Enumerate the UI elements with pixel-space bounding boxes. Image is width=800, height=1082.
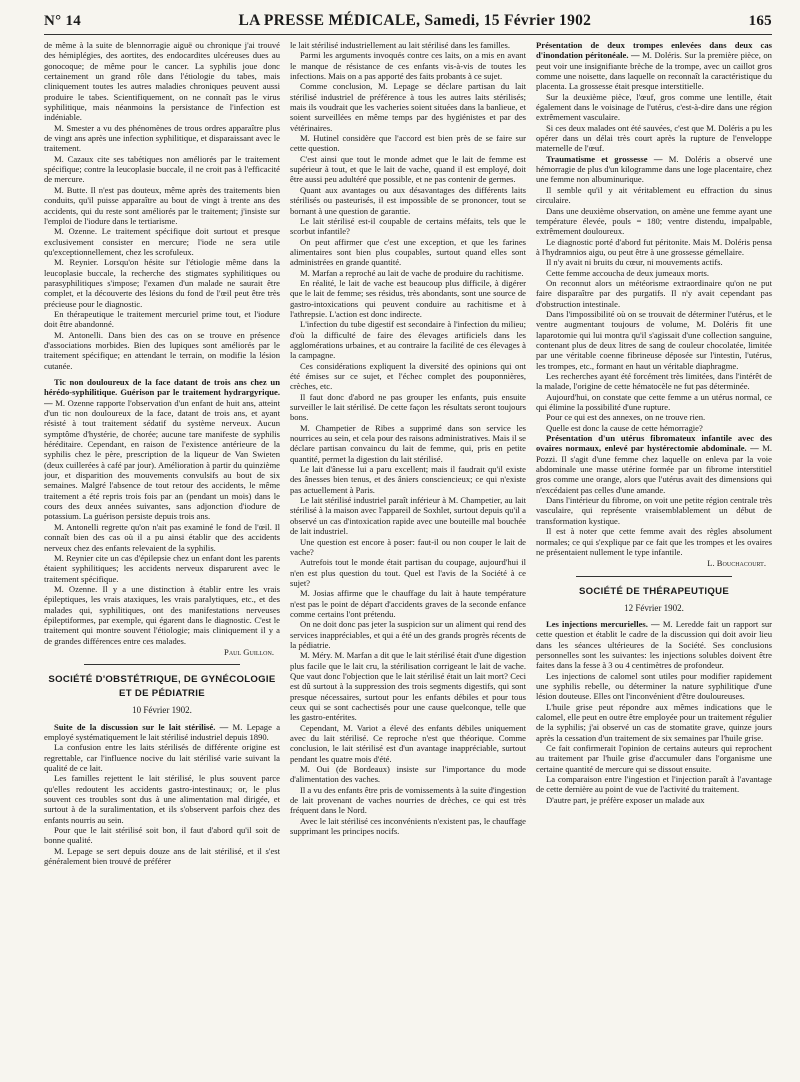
- paragraph-heading: Les injections mercurielles. —: [546, 618, 660, 629]
- section-divider: [84, 664, 240, 665]
- paragraph: Pour ce qui est des annexes, on ne trouve rien.: [546, 412, 706, 423]
- paragraph: Dans une deuxième observation, on amène une femme ayant une température élevée, pouls = 180; ventre distendu, impalpable, extrêmement douloureux.: [536, 205, 772, 237]
- paragraph: M. Ozenne. Il y a une distinction à établir entre les vrais épileptiques, les vrais ataxiques, les vrais paralytiques, etc., et des malades qui, syphilitiques, ont des manifestations nerveuses épileptiformes, par exemple, qui égarent dans le diagnostic. C'est le traitement qui montre souvent l'étiologie; mais cliniquement il y a de grandes différences entre ces malades.: [44, 583, 280, 646]
- paragraph: Le lait stérilisé est-il coupable de certains méfaits, tels que le scorbut infantile?: [290, 215, 526, 237]
- paragraph: Les recherches ayant été forcément très limitées, dans l'intérêt de la malade, l'origine de cette hématocèle ne fut pas déterminée.: [536, 371, 772, 392]
- section-date: 10 Février 1902.: [132, 705, 192, 716]
- paragraph: On ne doit donc pas jeter la suspicion sur un aliment qui rend des services inappréciables, et qui a été un des grands progrès récents de la pédiatrie.: [290, 619, 526, 650]
- paragraph: M. Butte. Il n'est pas douteux, même après des traitements bien conduits, qu'il puisse apparaître au bout de vingt à trente ans des accidents, qui du reste sont améliorés par le traitement; j'insiste sur l'emploi de l'iodure dans le tertiarisme.: [44, 184, 280, 226]
- paragraph: Il a vu des enfants être pris de vomissements à la suite d'ingestion de lait provenant de vaches nourries de drèches, ce qui est très fréquent dans le Nord.: [290, 784, 526, 816]
- paragraph: Sur la deuxième pièce, l'œuf, gros comme une lentille, était également dans le voisinage de l'utérus, c'est-à-dire dans une région extrêmement vasculaire.: [536, 91, 772, 123]
- paragraph: Si ces deux malades ont été sauvées, c'est que M. Doléris a pu les opérer dans un délai très court après la rupture de l'enveloppe maternelle de l'œuf.: [536, 122, 772, 154]
- paragraph: M. Marfan a reproché au lait de vache de produire du rachitisme.: [300, 267, 524, 278]
- column-right: [536, 40, 772, 1080]
- paragraph: L'infection du tube digestif est secondaire à l'infection du milieu; d'où la difficulté de faire des élevages artificiels dans les agglomérations urbaines, et au contraire la facilité de ces élevages à la campagne.: [290, 319, 526, 361]
- paragraph: On peut affirmer que c'est une exception, et que les farines alimentaires sont bien plus coupables, surtout quand elles sont administrées en grande quantité.: [290, 236, 526, 268]
- paragraph: M. Oui (de Bordeaux) insiste sur l'importance du mode d'alimentation des vaches.: [290, 764, 526, 785]
- paragraph: [536, 154, 772, 185]
- page-header: [44, 12, 772, 35]
- paragraph: Ces considérations expliquent la diversité des opinions qui ont été émises sur ce sujet, et l'échec complet des pouponnières, crèches, etc.: [290, 360, 526, 392]
- paragraph: Quelle est donc la cause de cette hémorragie?: [546, 422, 703, 433]
- section-title: SOCIÉTÉ D'OBSTÉTRIQUE, DE GYNÉCOLOGIE ET DE PÉDIATRIE: [48, 674, 276, 700]
- paragraph-heading: Présentation de deux trompes enlevées dans deux cas d'inondation péritonéale. —: [536, 40, 772, 61]
- journal-title: LA PRESSE MÉDICALE, Samedi, 15 Février 1902: [238, 12, 592, 29]
- paragraph: En réalité, le lait de vache est beaucoup plus difficile, à digérer que le lait de femme; ses résidus, très abondants, sont une source de gastro-intoxications qui peuvent conduire au rachitisme et à l'athrepsie. L'action est donc indirecte.: [290, 277, 526, 319]
- section-title: SOCIÉTÉ DE THÉRAPEUTIQUE: [578, 585, 730, 597]
- paragraph: [536, 619, 772, 671]
- paragraph: M. Méry. M. Marfan a dit que le lait stérilisé était d'une digestion plus facile que le lait cru, la stérilisation corrigeant le lait de vache. Que vaut donc l'objection que le lait stérilisé était un lait mort? Ceci est dû surtout à la suppression des trois segments digestifs, qui sont presque nécessaires, surtout pour les enfants débiles et pour tous ceux qui se sont cachectisés pour une cause quelconque, telle que les gastro-entérites.: [290, 650, 526, 723]
- paragraph: Autrefois tout le monde était partisan du coupage, aujourd'hui il n'en est plus question du tout. Quel est l'avis de la Société à ce sujet?: [290, 557, 526, 588]
- paragraph: Dans l'impossibilité où on se trouvait de déterminer l'utérus, et le ventre augmentant toujours de volume, M. Doléris fit une laparotomie qui lui montra qu'il s'agissait d'une collection sanguine, contenant plus de deux litres de sang de couleur chocolatée, limitée par une véritable coenne fibrineuse déposée sur l'intestin, l'utérus, les trompes, etc., formant en haut un véritable diaphragme.: [536, 308, 772, 371]
- paragraph: Parmi les arguments invoqués contre ces laits, on a mis en avant le manque de résistance de ces enfants vis-à-vis de toutes les infections. Mais on a pas apporté des faits probants à ce sujet.: [290, 50, 526, 82]
- paragraph: Dans l'intérieur du fibrome, on voit une petite région centrale très vasculaire, qui représente vraisemblablement un début de transformation kystique.: [536, 495, 772, 526]
- column-left: [44, 40, 280, 1080]
- paragraph: Les injections de calomel sont utiles pour modifier rapidement une syphilis rebelle, ou déterminer la nature syphilitique d'une lésion douteuse. Elles ont l'inconvénient d'être douloureuses.: [536, 670, 772, 702]
- paragraph: de même à la suite de blennorragie aiguë ou chronique j'ai trouvé des hémiplégies, des aortites, des endocardites ulcéreuses dues au gonocoque; de même pour le cancer. La syphilis joue donc certainement un grand rôle dans l'étiologie du tabes, mais cliniquement toutes les autres maladies chroniques peuvent aussi produire le tabes. Scientifiquement, on ne connaît pas le virus syphilitique, mais néanmoins la persistance de l'infection est indéniable.: [44, 40, 280, 123]
- paragraph-heading: Tic non douloureux de la face datant de trois ans chez un hérédo-syphilitique. Guérison par le traitement hydrargyrique. —: [44, 377, 280, 408]
- paragraph-body: M. Lepage a employé systématiquement le lait stérilisé industriel depuis 1890.: [44, 721, 280, 742]
- paragraph: Il n'y avait ni bruits du cœur, ni mouvements actifs.: [546, 257, 723, 268]
- paragraph: [536, 433, 772, 495]
- paragraph: Il semble qu'il y ait véritablement eu effraction du sinus circulaire.: [536, 184, 772, 206]
- paragraph: La confusion entre les laits stérilisés de différente origine est regrettable, car l'influence nocive du lait stérilisé varie suivant la qualité de ce lait.: [44, 742, 280, 773]
- paragraph: En thérapeutique le traitement mercuriel prime tout, et l'iodure doit être abandonné.: [44, 308, 280, 330]
- paragraph: M. Smester a vu des phénomènes de trous ordres apparaître plus de vingt ans après une infection syphilitique, et disparaissant avec le traitement.: [44, 122, 280, 154]
- paragraph: Le lait stérilisé industriel paraît inférieur à M. Champetier, au lait stérilisé à la maison avec l'appareil de Soxhlet, surtout depuis qu'il a observé un cas d'intoxication rapide avec une bouteille mal bouchée de lait industriel.: [290, 495, 526, 537]
- section-divider: [576, 576, 732, 577]
- column-middle: [290, 40, 526, 1080]
- paragraph: M. Antonelli. Dans bien des cas on se trouve en présence d'associations morbides. Bien des lupiques sont améliorés par le traitement spécifique; en attendant le terrain, on modifie la lésion cutanée.: [44, 329, 280, 371]
- paragraph-heading: Présentation d'un utérus fibromateux infantile avec des ovaires normaux, enlevé par hystérectomie abdominale. —: [536, 433, 772, 454]
- paragraph: Cependant, M. Variot a élevé des enfants débiles uniquement avec du lait stérilisé. Ce reproche n'est que théorique. Comme conclusion, le lait stérilisé est d'un avantage inappréciable, surtout pendant les quatre mois d'été.: [290, 722, 526, 764]
- paragraph: Une question est encore à poser: faut-il ou non couper le lait de vache?: [290, 536, 526, 557]
- paragraph: On reconnut alors un météorisme extraordinaire qu'on ne put faire disparaître par des purgatifs. Il n'y avait cependant pas d'obstruction intestinale.: [536, 277, 772, 309]
- author-signature: Paul Guillon.: [224, 646, 274, 657]
- paragraph: le lait stérilisé industriellement au lait stérilisé dans les familles.: [290, 40, 511, 50]
- paragraph: M. Josias affirme que le chauffage du lait à haute température n'est pas le point de départ d'accidents graves de la seconde enfance comme certains l'ont prétendu.: [290, 588, 526, 619]
- paragraph: Le lait d'ânesse lui a paru excellent; mais il faudrait qu'il existe des ânesses bien tenus, et des âniers consciencieux; ce qui n'existe pas actuellement à Paris.: [290, 464, 526, 495]
- paragraph: [44, 377, 280, 522]
- paragraph-body: M. Ozenne rapporte l'observation d'un enfant de huit ans, atteint d'un tic non douloureux de la face, datant de trois ans, et ayant résisté à tout traitement sédatif du système nerveux. Aucun symptôme d'hystérie, de chorée; aucune tare manifeste de syphilis héréditaire. Cependant, en raison de l'existence antérieure de la syphilis chez le père, prescription de la liqueur de Van Swieten (deux cuillerées à café par jour). Amélioration à partir du quinzième jour, et disparition des mouvements convulsifs au bout de six semaines. Malgré l'absence de tout retour des accidents, le même traitement a été repris trois fois par an (pendant un mois) dans le cours des deux années suivantes, sans adjonction d'iodure de potassium. La guérison persiste depuis trois ans.: [44, 397, 280, 522]
- paragraph: Aujourd'hui, on constate que cette femme a un utérus normal, ce qui élimine la possibilité d'une rupture.: [536, 391, 772, 413]
- paragraph: [536, 40, 772, 92]
- paragraph-body: M. Doléris a observé une hémorragie de plus d'un kilogramme dans une loge placentaire, chez une femme non albuminurique.: [536, 153, 772, 185]
- paragraph: Il est à noter que cette femme avait des règles absolument normales; ce qui s'explique par ce fait que les trompes et les ovaires ne présentaient nullement le type infantile.: [536, 526, 772, 557]
- author-signature: L. Bouchacourt.: [707, 558, 766, 569]
- issue-number: N° 14: [44, 13, 82, 29]
- paragraph-heading: Traumatisme et grossesse —: [546, 153, 663, 164]
- paragraph: M. Ozenne. Le traitement spécifique doit surtout et presque exclusivement consister en mercure; l'iode ne sera utile qu'exceptionnellement, chez les scrofuleux.: [44, 226, 280, 257]
- paragraph: C'est ainsi que tout le monde admet que le lait de femme est supérieur à tout, et que le lait de vache, quand il est employé, doit être aussi peu adultéré que possible, et ne pas contenir de germes.: [290, 153, 526, 185]
- paragraph-body: M. Pozzi. Il s'agit d'une femme chez laquelle on enleva par la voie abdominale une masse utérine formée par un fibrome interstitiel gros comme une orange, alors que l'utérus avait des dimensions qui n'excédaient pas celles d'une amande.: [536, 443, 772, 495]
- paragraph: M. Reynier cite un cas d'épilepsie chez un enfant dont les parents étaient syphilitiques; les accidents nerveux disparurent avec le traitement spécifique.: [44, 552, 280, 584]
- paragraph: M. Antonelli regrette qu'on n'ait pas examiné le fond de l'œil. Il connaît bien des cas où il a pu ainsi établir que des accidents nerveux chez des enfants relevaient de la syphilis.: [44, 521, 280, 553]
- paragraph: Les familles rejettent le lait stérilisé, le plus souvent parce qu'elles redoutent les accidents gastro-intestinaux; or, le plus souvent ces troubles sont dus à une alimentation mal dirigée, et surtout à de la suralimentation, et ils s'observent parfois chez des enfants nourris au sein.: [44, 773, 280, 825]
- paragraph-body: M. Leredde fait un rapport sur cette question et établit le cadre de la discussion qui doit avoir lieu dans les séances ultérieures de la Société. Ses conclusions personnelles sont les suivantes: les injections solubles doivent être faites dans la fesse à 3 ou 4 centimètres de profondeur.: [536, 618, 772, 671]
- paragraph-body: M. Doléris. Sur la première pièce, on peut voir une insignifiante brèche de la trompe, avec un caillot gros comme une noisette, dans laquelle on reconnaît la caractéristique du placenta. La grossesse était presque interstitielle.: [536, 50, 772, 92]
- paragraph: Pour que le lait stérilisé soit bon, il faut d'abord qu'il soit de bonne qualité.: [44, 825, 280, 846]
- paragraph: D'autre part, je préfère exposer un malade aux: [546, 794, 705, 805]
- paragraph: Il faut donc d'abord ne pas grouper les enfants, puis ensuite surveiller le lait stérilisé. De cette façon les résultats seront toujours bons.: [290, 391, 526, 423]
- paragraph: Avec le lait stérilisé ces inconvénients n'existent pas, le chauffage supprimant les principes nocifs.: [290, 815, 526, 837]
- paragraph: M. Cazaux cite ses tabétiques non améliorés par le traitement spécifique; contre la leucoplasie buccale, il ne croit pas à l'efficacité de mercure.: [44, 153, 280, 185]
- paragraph: Cette femme accoucha de deux jumeaux morts.: [546, 267, 709, 278]
- paragraph: [44, 722, 280, 743]
- paragraph: M. Lepage se sert depuis douze ans de lait stérilisé, et il s'est généralement bien trouvé de préférer: [44, 845, 280, 867]
- paragraph: Ce fait confirmerait l'opinion de certains auteurs qui reprochent au traitement par l'huile grise d'accumuler dans l'organisme une certaine quantité de mercure qui se dissout ensuite.: [536, 743, 772, 774]
- page-number: 165: [748, 13, 772, 29]
- paragraph: M. Reynier. Lorsqu'on hésite sur l'étiologie même dans la leucoplasie buccale, la recherche des stigmates syphilitiques ou parasyphilitiques s'impose; l'examen d'un malade ne saurait être complet, et la découverte des lésions du fond de l'œil peut être très précieuse pour le diagnostic.: [44, 257, 280, 309]
- paragraph: M. Hutinel considère que l'accord est bien près de se faire sur cette question.: [290, 133, 526, 154]
- paragraph: Comme conclusion, M. Lepage se déclare partisan du lait stérilisé industriel de préférence à tous les autres laits stérilisés; mais ils voudrait que les vacheries soient situées dans la banlieue, et soient surveillées en même temps par des hygiénistes et par des vétérinaires.: [290, 81, 526, 133]
- section-date: 12 Février 1902.: [624, 602, 684, 613]
- paragraph: Quant aux avantages ou aux désavantages des différents laits stérilisés ou pasteurisés, il est impossible de se prononcer, tout se bornant à une question de garantie.: [290, 184, 526, 216]
- paragraph: L'huile grise peut répondre aux mêmes indications que le calomel, elle peut en outre être employée pour un traitement régulier de la syphilis; j'ai observé un cas de stomatite grave, quinze jours après la cessation d'un traitement de six semaines par l'huile grise.: [536, 701, 772, 743]
- paragraph: Le diagnostic porté d'abord fut péritonite. Mais M. Doléris pensa à l'hydramnios aigu, ou peut être à une grossesse gémellaire.: [536, 236, 772, 257]
- paragraph: M. Champetier de Ribes a supprimé dans son service les nourrices au sein, et cela pour des raisons administratives. Mais il se déclare partisan convaincu du lait de femme, qui, pris en petite quantité, permet la digestion du lait stérilisé.: [290, 422, 526, 464]
- columns: [44, 40, 772, 1080]
- paragraph-heading: Suite de la discussion sur le lait stérilisé. —: [54, 721, 229, 732]
- paragraph: La comparaison entre l'ingestion et l'injection paraît à l'avantage de cette dernière au point de vue de l'activité du traitement.: [536, 774, 772, 795]
